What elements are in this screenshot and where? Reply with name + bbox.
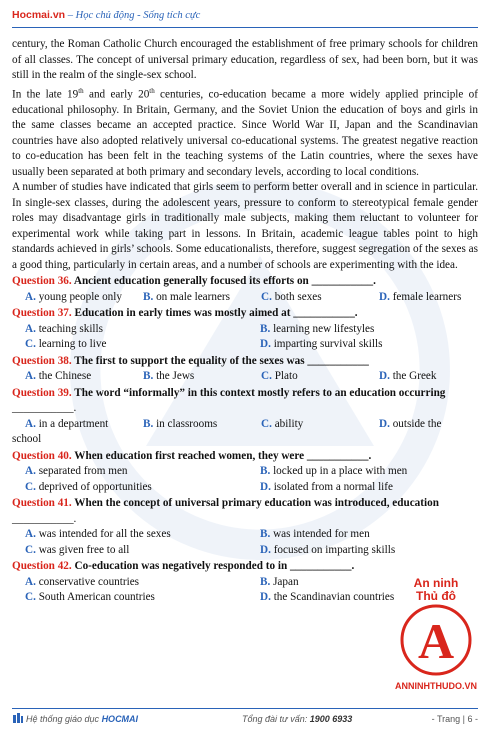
question-number: Question 37.	[12, 307, 72, 320]
main-content	[12, 37, 478, 606]
question-39	[12, 386, 478, 448]
question-number: Question 42.	[12, 560, 72, 573]
question-37	[12, 306, 478, 353]
option-b[interactable]: B. learning new lifestyles	[260, 322, 375, 335]
question-38	[12, 354, 478, 385]
footer-left: Hệ thống giáo dục HOCMAI	[26, 714, 139, 724]
option-b[interactable]: B. was intended for men	[260, 528, 370, 541]
question-number: Question 41.	[12, 497, 72, 510]
page-number: - Trang | 6 -	[431, 714, 478, 724]
question-text: The word “informally” in this context mostly refers to an education occurring	[71, 386, 446, 399]
option-a[interactable]: A. was intended for all the sexes	[25, 528, 171, 541]
question-36	[12, 274, 478, 305]
question-text: The first to support the equality of the sexes was ___________	[71, 354, 369, 367]
footer-hotline: Tổng đài tư vấn: 1900 6933	[242, 714, 353, 724]
question-number: Question 38.	[12, 354, 72, 367]
option-d[interactable]: D. female learners	[379, 290, 462, 303]
site-slogan: – Học chủ động - Sống tích cực	[65, 10, 201, 21]
option-b[interactable]: B. in classrooms	[143, 417, 218, 430]
answer-blank: ___________.	[12, 512, 77, 525]
question-41	[12, 496, 478, 558]
option-b[interactable]: B. Japan	[260, 575, 299, 588]
question-text: Ancient education generally focused its efforts on ___________.	[71, 275, 376, 288]
question-number: Question 36.	[12, 275, 72, 288]
option-d[interactable]: D. the Scandinavian countries	[260, 591, 395, 604]
anninhthudo-logo	[392, 574, 480, 678]
option-a[interactable]: A. separated from men	[25, 465, 128, 478]
question-text: When the concept of universal primary education was introduced, education	[71, 497, 439, 510]
passage-paragraph-3: A number of studies have indicated that girls seem to perform better overall and in science in particular. In single-sex classes, during the adolescent years, pressure to conform to stereotypical female gender roles may disadvantage girls in traditionally male subjects, making them reluctant to volunteer for experimental work while taking part in lessons. In Britain, academic league tables point to high standards achieved in girls’ schools. Some educationalists, therefore, suggest segregation of the sexes as a good thing, particularly in certain areas, and a number of schools are experimenting with the idea.	[12, 181, 478, 271]
option-d[interactable]: D. the Greek	[379, 370, 437, 383]
hocmai-icon	[12, 712, 24, 724]
option-b[interactable]: B. on male learners	[143, 290, 230, 303]
question-text: Education in early times was mostly aimed at ___________.	[71, 307, 358, 320]
option-a[interactable]: A. conservative countries	[25, 575, 140, 588]
option-c[interactable]: C. both sexes	[261, 290, 322, 303]
option-b[interactable]: B. locked up in a place with men	[260, 465, 408, 478]
option-d[interactable]: D. outside the	[379, 417, 442, 430]
option-d-continuation: school	[12, 433, 42, 446]
option-d[interactable]: D. imparting survival skills	[260, 338, 383, 351]
passage-paragraph-2: In the late 19th and early 20th centuries, co-education became a more widely applied principle of educational philosophy. In Britain, Germany, and the Soviet Union the education of boys and girls in the same classes became an accepted practice. Since World War II, Japan and the Scandinavian countries have also adopted relatively universal co-educational systems. The greatest negative reaction to co-education has been felt in the teaching systems of the Latin countries, where the sexes have usually been separated at both primary and secondary levels, according to local conditions.	[12, 86, 478, 178]
question-40	[12, 449, 478, 496]
option-c[interactable]: C. Plato	[261, 370, 298, 383]
logo-letter: A	[417, 613, 455, 669]
page-header	[12, 6, 478, 28]
answer-blank: ___________.	[12, 402, 77, 415]
question-number: Question 39.	[12, 386, 72, 399]
option-c[interactable]: C. was given free to all	[25, 543, 130, 556]
site-name[interactable]: Hocmai.vn	[12, 9, 66, 21]
logo-text-line1: An ninh	[413, 576, 459, 590]
logo-text-line2: Thủ đô	[416, 589, 456, 603]
passage-paragraph-1: century, the Roman Catholic Church encouraged the establishment of free primary schools for children of all classes. The concept of universal primary education, regardless of sex, had been born, but it was still in the realm of the single-sex school.	[12, 38, 478, 81]
option-c[interactable]: C. ability	[261, 417, 304, 430]
option-b[interactable]: B. the Jews	[143, 370, 195, 383]
option-a[interactable]: A. young people only	[25, 290, 122, 303]
question-text: When education first reached women, they were ___________.	[71, 449, 372, 462]
option-c[interactable]: C. learning to live	[25, 338, 107, 351]
option-d[interactable]: D. focused on imparting skills	[260, 543, 396, 556]
logo-url[interactable]: ANNINHTHUDO.VN	[395, 681, 477, 691]
question-text: Co-education was negatively responded to in ___________.	[71, 560, 355, 573]
question-number: Question 40.	[12, 449, 72, 462]
option-d[interactable]: D. isolated from a normal life	[260, 480, 393, 493]
option-a[interactable]: A. teaching skills	[25, 322, 104, 335]
header-brand	[12, 9, 200, 21]
option-a[interactable]: A. the Chinese	[25, 370, 92, 383]
option-c[interactable]: C. deprived of opportunities	[25, 480, 152, 493]
option-c[interactable]: C. South American countries	[25, 591, 155, 604]
page-footer	[12, 708, 478, 730]
option-a[interactable]: A. in a department	[25, 417, 109, 430]
